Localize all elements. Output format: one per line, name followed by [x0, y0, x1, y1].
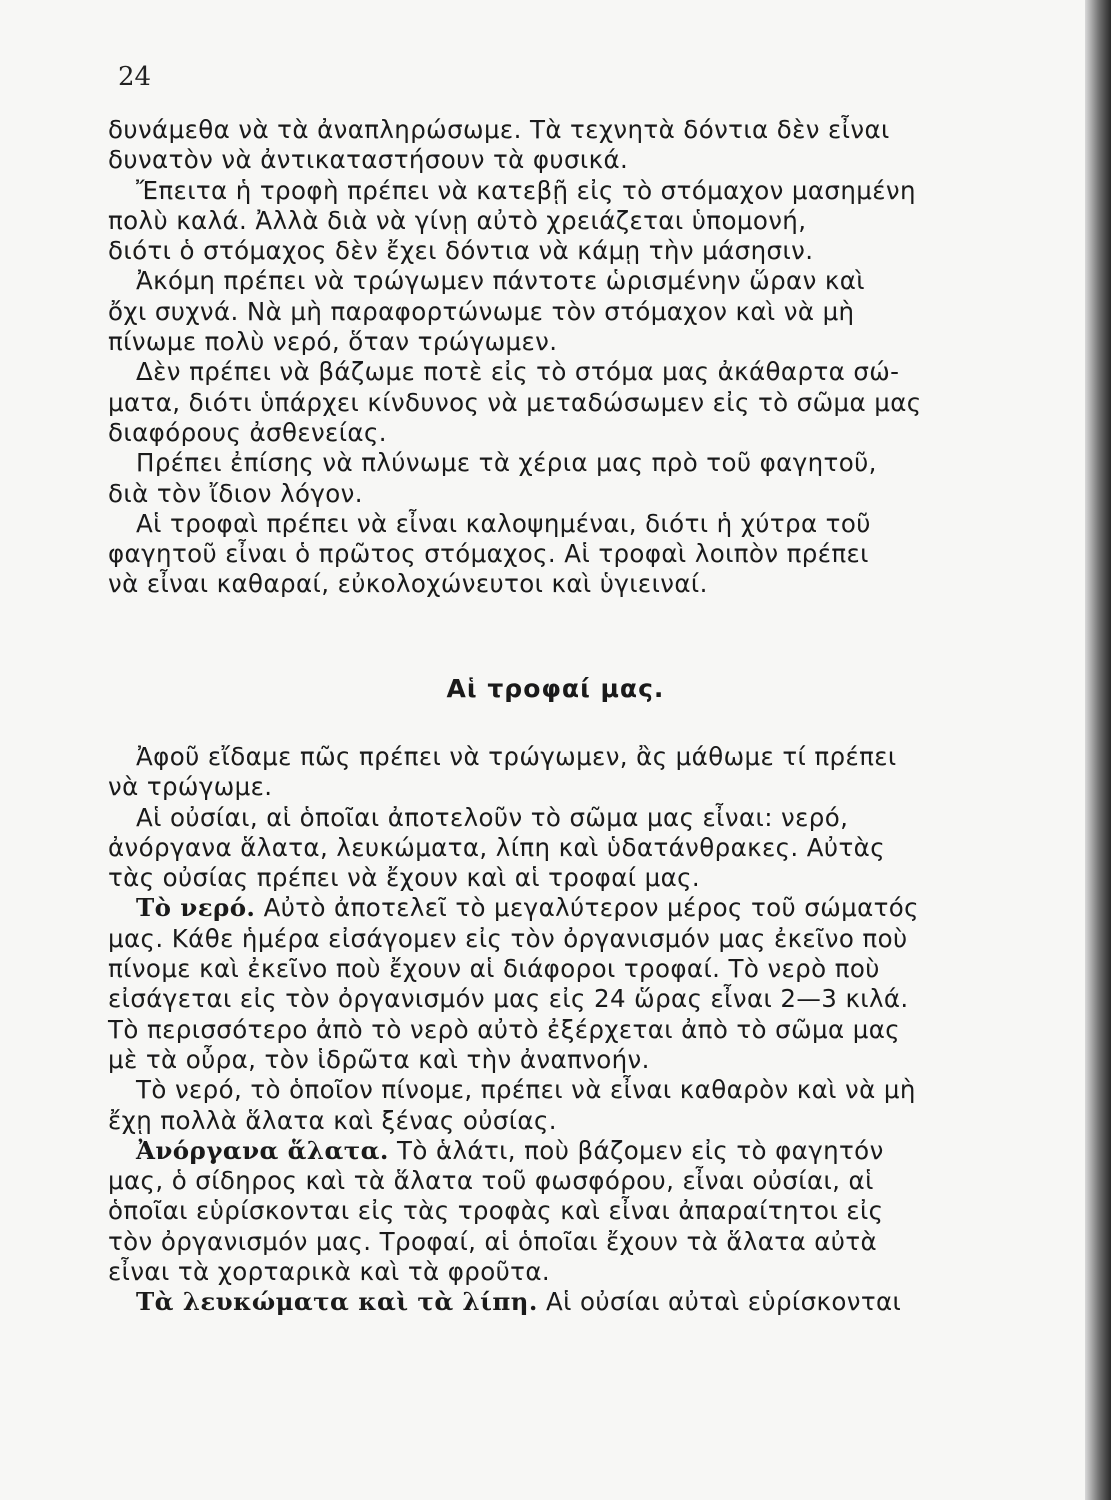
text-line — [108, 1287, 1043, 1317]
text-line — [108, 863, 1043, 893]
text-line — [108, 1136, 1043, 1166]
text-line — [108, 772, 1043, 802]
line-text: πίνωμε πολὺ νερό, ὅταν τρώγωμεν. — [108, 327, 558, 357]
text-line — [108, 893, 1043, 923]
text-line — [108, 1106, 1043, 1136]
line-text: Αὐτὸ ἀποτελεῖ τὸ μεγαλύτερον μέρος τοῦ σώματός — [255, 893, 919, 923]
line-text: ματα, διότι ὑπάρχει κίνδυνος νὰ μεταδώσωμεν εἰς τὸ σῶμα μας — [108, 387, 922, 417]
text-line — [108, 176, 1043, 206]
text-line — [108, 1075, 1043, 1105]
text-line — [108, 206, 1043, 236]
text-line — [108, 954, 1043, 984]
text-line — [108, 833, 1043, 863]
line-lead: Τὰ λευκώματα καὶ τὰ λίπη. — [136, 1287, 538, 1317]
line-text: διαφόρους ἀσθενείας. — [108, 417, 387, 447]
section-heading: Αἱ τροφαί μας. — [446, 674, 665, 703]
text-line — [108, 539, 1043, 569]
line-text: ὁποῖαι εὑρίσκονται εἰς τὰς τροφὰς καὶ εἶναι ἀπαραίτητοι εἰς — [108, 1196, 884, 1226]
text-line — [108, 327, 1043, 357]
text-line — [108, 1045, 1043, 1075]
line-lead: Ἀνόργανα ἅλατα. — [136, 1135, 389, 1165]
line-text: ὄχι συχνά. Νὰ μὴ παραφορτώνωμε τὸν στόμαχον καὶ νὰ μὴ — [108, 296, 855, 326]
line-text: Τὸ ἁλάτι, ποὺ βάζομεν εἰς τὸ φαγητόν — [388, 1135, 884, 1165]
line-text: μας, ὁ σίδηρος καὶ τὰ ἅλατα τοῦ φωσφόρου, εἶναι οὐσίαι, αἱ — [108, 1166, 874, 1196]
line-text: Τὸ νερό, τὸ ὁποῖον πίνομε, πρέπει νὰ εἶναι καθαρὸν καὶ νὰ μὴ — [136, 1075, 916, 1105]
text-line — [108, 509, 1043, 539]
line-text: πολὺ καλά. Ἀλλὰ διὰ νὰ γίνῃ αὐτὸ χρειάζεται ὑπομονή, — [108, 205, 807, 235]
text-line — [108, 236, 1043, 266]
line-text: Ἔπειτα ἡ τροφὴ πρέπει νὰ κατεβῇ εἰς τὸ στόμαχον μασημένη — [136, 175, 916, 205]
text-line — [108, 448, 1043, 478]
text-line — [108, 569, 1043, 599]
page-number: 24 — [118, 62, 152, 92]
line-text: ἀνόργανα ἅλατα, λευκώματα, λίπη καὶ ὑδατάνθρακες. Αὐτὰς — [108, 832, 885, 862]
book-binding-edge — [1085, 0, 1111, 1500]
line-text: Ἀκόμη πρέπει νὰ τρώγωμεν πάντοτε ὡρισμένην ὥραν καὶ — [136, 266, 865, 296]
line-text: Πρέπει ἐπίσης νὰ πλύνωμε τὰ χέρια μας πρὸ τοῦ φαγητοῦ, — [136, 448, 877, 478]
line-text: φαγητοῦ εἶναι ὁ πρῶτος στόμαχος. Αἱ τροφαὶ λοιπὸν πρέπει — [108, 539, 869, 569]
line-text: νὰ εἶναι καθαραί, εὐκολοχώνευτοι καὶ ὑγιειναί. — [108, 569, 708, 599]
line-text: Τὸ περισσότερο ἀπὸ τὸ νερὸ αὐτὸ ἐξέρχεται ἀπὸ τὸ σῶμα μας — [108, 1014, 901, 1044]
line-text: μὲ τὰ οὖρα, τὸν ἱδρῶτα καὶ τὴν ἀναπνοήν. — [108, 1044, 650, 1074]
text-line — [108, 115, 1043, 145]
line-text: Ἀφοῦ εἴδαμε πῶς πρέπει νὰ τρώγωμεν, ἂς μάθωμε τί πρέπει — [136, 742, 897, 771]
text-line — [108, 479, 1043, 509]
text-line — [108, 1227, 1043, 1257]
text-line — [108, 266, 1043, 296]
line-text: εἶναι τὰ χορταρικὰ καὶ τὰ φροῦτα. — [108, 1257, 551, 1287]
text-line — [108, 984, 1043, 1014]
text-line — [108, 418, 1043, 448]
line-text: Δὲν πρέπει νὰ βάζωμε ποτὲ εἰς τὸ στόμα μας ἀκάθαρτα σώ- — [136, 357, 900, 387]
line-text: Αἱ οὐσίαι αὐταὶ εὑρίσκονται — [537, 1287, 902, 1317]
text-line — [108, 357, 1043, 387]
text-line — [108, 924, 1043, 954]
text-line — [108, 145, 1043, 175]
text-line — [108, 1257, 1043, 1287]
section-two-text — [108, 742, 1043, 1318]
text-line — [108, 742, 1043, 772]
line-text: πίνομε καὶ ἐκεῖνο ποὺ ἔχουν αἱ διάφοροι τροφαί. Τὸ νερὸ ποὺ — [108, 954, 880, 984]
line-text: διότι ὁ στόμαχος δὲν ἔχει δόντια νὰ κάμῃ τὴν μάσησιν. — [108, 236, 814, 266]
text-line — [108, 297, 1043, 327]
section-one-text — [108, 115, 1043, 600]
line-lead: Τὸ νερό. — [136, 893, 256, 923]
text-line — [108, 1166, 1043, 1196]
text-line — [108, 1015, 1043, 1045]
line-text: τὸν ὀργανισμόν μας. Τροφαί, αἱ ὁποῖαι ἔχουν τὰ ἅλατα αὐτὰ — [108, 1226, 878, 1256]
text-line — [108, 388, 1043, 418]
line-text: τὰς οὐσίας πρέπει νὰ ἔχουν καὶ αἱ τροφαί μας. — [108, 863, 701, 893]
line-text: Αἱ οὐσίαι, αἱ ὁποῖαι ἀποτελοῦν τὸ σῶμα μας εἶναι: νερό, — [136, 802, 849, 832]
line-text: ἔχῃ πολλὰ ἅλατα καὶ ξένας οὐσίας. — [108, 1105, 557, 1135]
line-text: νὰ τρώγωμε. — [108, 772, 273, 802]
line-text: εἰσάγεται εἰς τὸν ὀργανισμόν μας εἰς 24 ὥρας εἶναι 2—3 κιλά. — [108, 984, 909, 1014]
line-text: δυνατὸν νὰ ἀντικαταστήσουν τὰ φυσικά. — [108, 145, 629, 175]
line-text: μας. Κάθε ἡμέρα εἰσάγομεν εἰς τὸν ὀργανισμόν μας ἐκεῖνο ποὺ — [108, 923, 908, 953]
line-text: Αἱ τροφαὶ πρέπει νὰ εἶναι καλοψημέναι, διότι ἡ χύτρα τοῦ — [136, 508, 871, 538]
line-text: διὰ τὸν ἴδιον λόγον. — [108, 478, 363, 508]
text-line — [108, 803, 1043, 833]
line-text: δυνάμεθα νὰ τὰ ἀναπληρώσωμε. Τὰ τεχνητὰ δόντια δὲν εἶναι — [108, 115, 890, 144]
text-line — [108, 1196, 1043, 1226]
